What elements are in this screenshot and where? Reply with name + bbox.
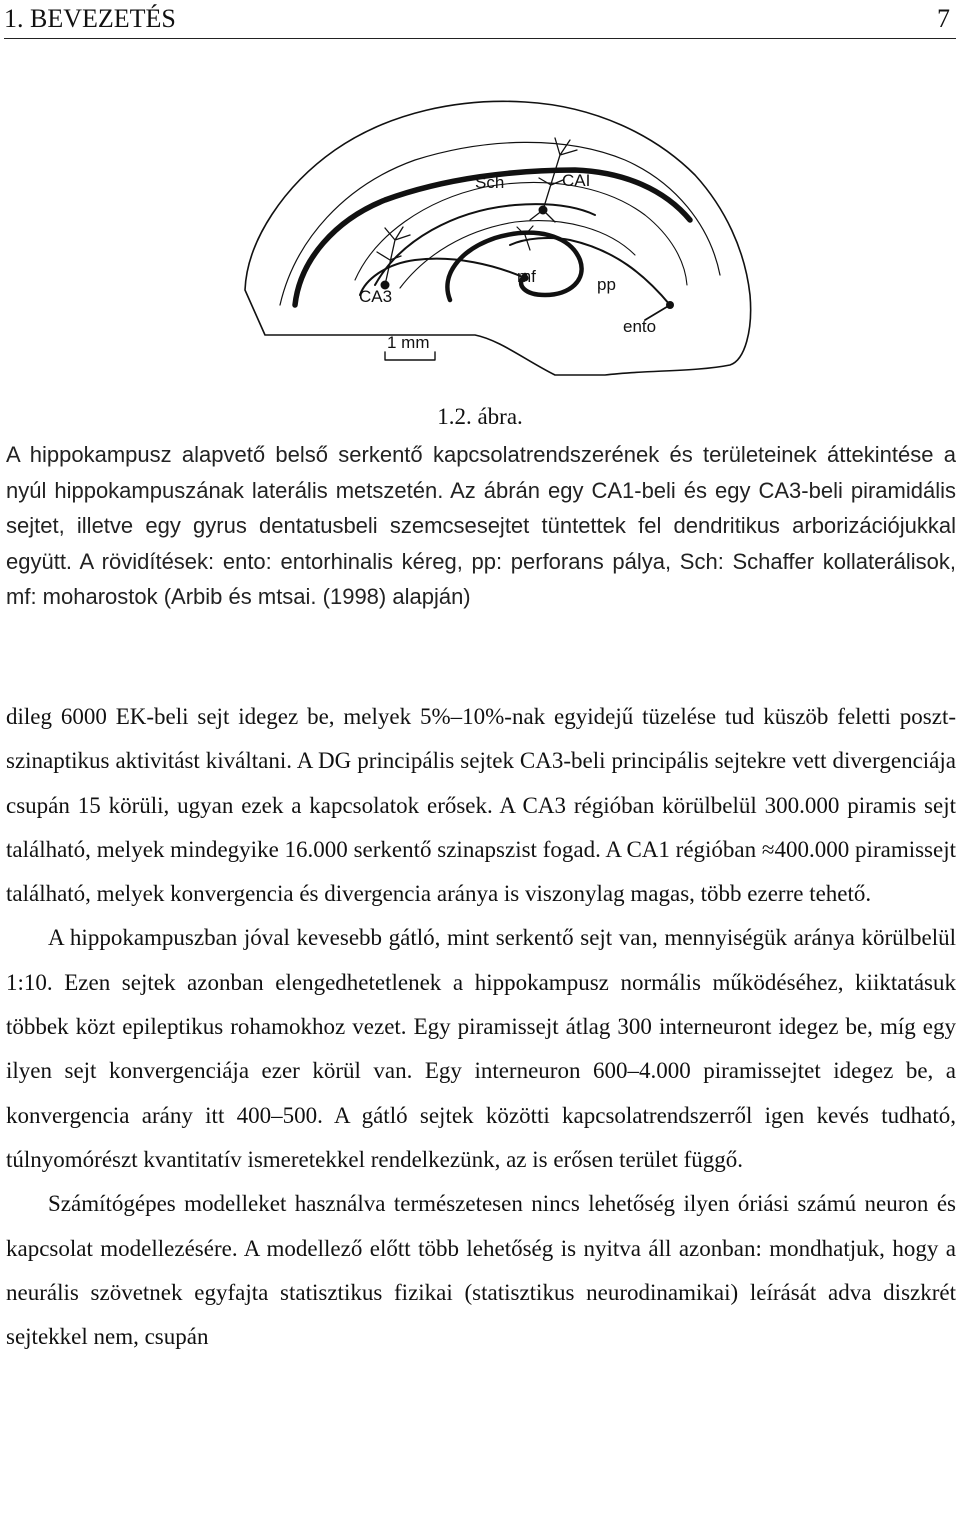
figure-caption: A hippokampusz alapvető belső serkentő kapcsolatrendszerének és területeinek áttekintése a nyúl hippokampuszának laterális metszetén. Az ábrán egy CA1-beli és egy CA3-beli piramidális sejtet, illetve egy gyrus dentatusbeli szemcsesejtet tüntettek fel dendritikus arborizációjukkal együtt. A rövidítések: ento: entorhinalis kéreg, pp: perforans pálya, Sch: Schaffer kollaterálisok, mf: moharostok (Arbib és mtsai. (1998) alapján) [6,442,956,609]
label-sch: Sch [475,173,505,192]
figure-caption-number: 1.2. ábra. [437,404,523,429]
paragraph: A hippokampuszban jóval kevesebb gátló, mint serkentő sejt van, mennyiségük aránya körülbelül 1:10. Ezen sejtek azonban elengedhetetlenek a hippokampusz normális működéséhez, kiiktatásuk többek közt epileptikus rohamokhoz vezet. Egy piramissejt átlag 300 interneuront idegez be, míg egy ilyen sejt konvergenciája ezer körül van. Egy interneuron 600–4.000 piramissejtet idegez be, a konvergencia arány itt 400–500. A gátló sejtek közötti kapcsolatrendszerről igen kevés tudható, túlnyomórészt kvantitatív ismeretekkel rendelkezünk, az is erősen terület függő. [6,925,956,1172]
label-ca1: CAI [562,171,591,190]
page-number: 7 [937,4,950,33]
chapter-title: 1. BEVEZETÉS [4,4,176,33]
schaffer-collateral [375,204,595,285]
scale-bar [385,352,435,360]
paragraph: Számítógépes modelleket használva természetesen nincs lehetőség ilyen óriási számú neuron és kapcsolat modellezésére. A modellező előtt több lehetőség is nyitva áll azonban: mondhatjuk, hogy a neurális szövetnek egyfajta statisztikus fizikai (statisztikus neurodinamikai) leírását adva diszkrét sejtekkel nem, csupán [6,1191,956,1350]
header-rule [4,38,956,39]
label-ento: ento [623,317,657,336]
hippocampus-diagram [225,90,765,380]
label-mf: mf [517,267,536,286]
label-ca3: CA3 [359,287,393,306]
label-pp: pp [597,275,616,294]
hippocampus-figure [225,90,765,380]
scale-label: 1 mm [387,333,430,352]
body-text [6,695,956,1359]
paragraph: dileg 6000 EK-beli sejt idegez be, melyek 5%–10%-nak egyidejű tüzelése tud küszöb feletti poszt-szinaptikus aktivitást kiváltani. A DG principális sejtek CA3-beli principális sejtekre vett divergenciája csupán 15 körüli, ugyan ezek a kapcsolatok erősek. A CA3 régióban körülbelül 300.000 piramis sejt található, melyek mindegyike 16.000 serkentő szinapszist fogad. A CA1 régióban ≈400.000 piramissejt található, melyek konvergencia és divergencia aránya is viszonylag magas, több ezerre tehető. [6,704,956,907]
running-header [4,2,956,36]
